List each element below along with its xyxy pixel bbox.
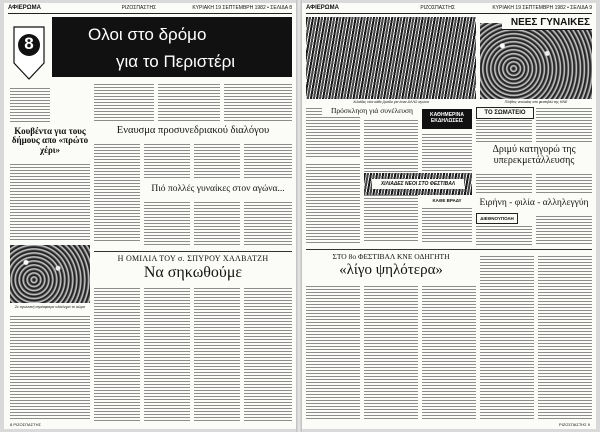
left-page-date: ΚΥΡΙΑΚΗ 19 ΣΕΠΤΕΜΒΡΗ 1982 • ΣΕΛΙΔΑ 8 [192, 5, 292, 11]
left-text-col-d [94, 83, 154, 123]
left-running-head [8, 5, 292, 14]
left-text-col-p [194, 287, 240, 421]
left-text-col-j [244, 143, 292, 179]
corner-headline-box [502, 17, 592, 30]
festival-second-photo [480, 23, 592, 99]
right-text-col-d [306, 163, 360, 243]
daily-events-badge [422, 109, 472, 129]
headline-eirini: Ειρήνη - φιλία - αλληλεγγύη [479, 198, 589, 208]
left-page [4, 3, 296, 429]
right-text-col-o [480, 255, 534, 421]
left-separator-rule [94, 251, 292, 252]
right-text-col-c [422, 133, 472, 175]
every-night-label [422, 197, 472, 205]
diethnoupoli-box [476, 213, 518, 224]
left-text-col-h [144, 143, 190, 179]
conference-photo-caption: Σε αγωνιστή ατμόσφαιρα ολόκληρο το σώμα [15, 305, 85, 309]
right-text-col-j [476, 225, 532, 245]
logo-number: 8 [24, 34, 34, 53]
right-page-date: ΚΥΡΙΑΚΗ 19 ΣΕΠΤΕΜΒΡΗ 1982 • ΣΕΛΙΔΑ 9 [492, 5, 592, 11]
festival-second-caption: Πλήθος νεολαίας στο φεστιβάλ της ΚΝΕ [504, 100, 568, 104]
left-text-col-k [144, 201, 190, 247]
right-text-col-h [476, 173, 532, 195]
right-text-col-m [364, 285, 418, 421]
left-text-col-q [244, 287, 292, 421]
headline-drimu: Δριμύ κατηγορώ της υπερεκμετάλλευσης [492, 144, 576, 166]
right-text-col-e [422, 207, 472, 243]
right-section-label: ΑΦΙΕΡΩΜΑ [306, 5, 339, 11]
left-footer: 8 ΡΙΖΟΣΠΑΣΤΗΣ [10, 422, 41, 427]
headline-prosklisi: Πρόσκληση γιά συνέλευση [322, 107, 422, 115]
festival-crowd-photo [306, 17, 476, 99]
right-text-col-i [536, 173, 592, 195]
right-page [302, 3, 596, 429]
left-text-col-n [94, 287, 140, 421]
bottom-kicker-right: ΣΤΟ 8ο ΦΕΣΤΙΒΑΛ ΚΝΕ ΟΔΗΓΗΤΗ [332, 252, 450, 261]
conference-photo [10, 245, 90, 303]
union-box [476, 107, 534, 119]
right-text-col-k [536, 215, 592, 245]
festival-logo [10, 23, 48, 83]
every-night-text: ΚΑΘΕ ΒΡΑΔΥ [432, 198, 462, 203]
left-section-label: ΑΦΙΕΡΩΜΑ [8, 5, 41, 11]
event-strip-label [372, 179, 464, 189]
bottom-headline-right: «λίγο ψηλότερα» [339, 262, 443, 278]
left-text-col-c [10, 315, 90, 421]
left-paper-name: ΡΙΖΟΣΠΑΣΤΗΣ [121, 5, 157, 11]
left-text-col-f [224, 83, 292, 123]
left-text-col-e [158, 83, 220, 123]
headline-gynaikes: Πιό πολλές γυναίκες στον αγώνα... [151, 184, 285, 194]
bottom-kicker-left: Η ΟΜΙΛΙΑ ΤΟΥ σ. ΣΠΥΡΟΥ ΧΑΛΒΑΤΖΗ [117, 254, 269, 263]
left-text-col-i [194, 143, 240, 179]
right-text-col-g [536, 107, 592, 143]
festival-crowd-caption: Χιλιάδες νέοι κάθε βράδυ για έναν ΑΛΛΟ αγώνα [353, 100, 429, 104]
right-paper-name: ΡΙΖΟΣΠΑΣΤΗΣ [420, 5, 455, 11]
right-footer: ΡΙΖΟΣΠΑΣΤΗΣ 9 [559, 422, 590, 427]
banner-line-1: Ολοι στο δρόμο [88, 25, 207, 44]
event-strip-text: ΧΙΛΙΑΔΕΣ ΝΕΟΙ ΣΤΟ ΦΕΣΤΙΒΑΛ [380, 181, 456, 187]
union-box-label: ΤΟ ΣΩΜΑΤΕΙΟ [484, 110, 526, 116]
right-text-col-n [422, 285, 476, 421]
right-text-col-f [476, 119, 532, 143]
right-text-col-l [306, 285, 360, 421]
banner-line-2: για το Περιστέρι [116, 52, 236, 71]
daily-events-text: ΚΑΘΗΜΕΡΙΝΑ ΕΚΔΗΛΩΣΕΙΣ [429, 112, 465, 124]
bottom-headline-left: Να σηκωθούμε [143, 264, 243, 281]
corner-headline: ΝΕΕΣ ΓΥΝΑΙΚΕΣ [510, 17, 590, 28]
right-text-col-p [538, 255, 592, 421]
headline-enausma: Εναυσμα προσυνεδριακού διαλόγου [116, 125, 270, 136]
left-text-col-l [194, 201, 240, 247]
right-running-head [306, 5, 592, 14]
diethnoupoli-label: ΔΙΕΘΝΟΥΠΟΛΗ [480, 216, 514, 221]
right-separator-rule [306, 249, 592, 250]
left-text-col-m [244, 201, 292, 247]
left-text-col-b [10, 163, 90, 241]
headline-kouventa: Κουβέντα για τους δήμους απο «πρώτο χέρι» [11, 126, 89, 155]
left-text-col-g [94, 143, 140, 243]
left-text-col-a [10, 87, 50, 123]
left-text-col-o [144, 287, 190, 421]
left-banner [52, 17, 292, 77]
